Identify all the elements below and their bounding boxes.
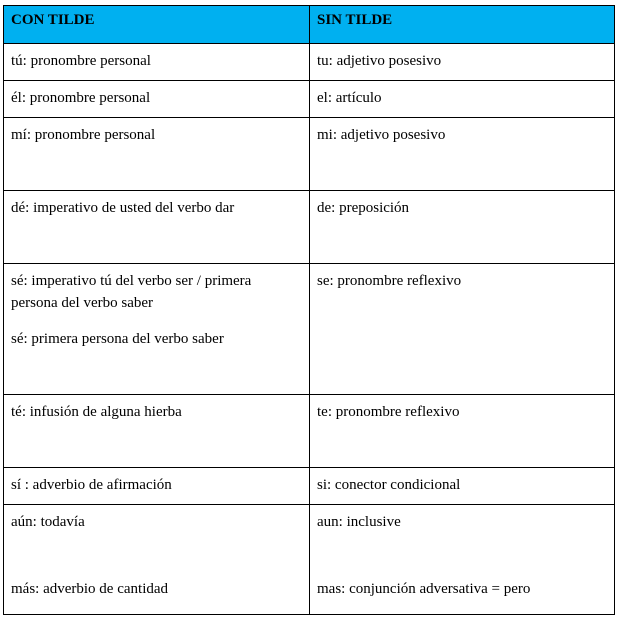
- cell-con-tilde: [4, 264, 310, 395]
- cell-line: más: adverbio de cantidad: [11, 581, 169, 597]
- table-row: [4, 264, 615, 395]
- cell-con-tilde: [4, 505, 310, 615]
- header-row: [4, 6, 615, 44]
- spacer: [11, 314, 302, 328]
- table-row: [4, 44, 615, 81]
- cell-line: aún: todavía: [11, 514, 85, 530]
- tilde-table: [3, 5, 615, 615]
- table-row: [4, 118, 615, 191]
- cell-con-tilde: dé: imperativo de usted del verbo dar: [4, 191, 310, 264]
- table-row: [4, 468, 615, 505]
- cell-sin-tilde: tu: adjetivo posesivo: [310, 44, 615, 81]
- cell-con-tilde: té: infusión de alguna hierba: [4, 395, 310, 468]
- cell-line: aun: inclusive: [317, 514, 401, 530]
- table-row: [4, 191, 615, 264]
- table-row: [4, 395, 615, 468]
- cell-sin-tilde: si: conector condicional: [310, 468, 615, 505]
- cell-line: sé: primera persona del verbo saber: [11, 331, 224, 347]
- cell-sin-tilde: mi: adjetivo posesivo: [310, 118, 615, 191]
- header-con-tilde: CON TILDE: [4, 6, 310, 44]
- cell-con-tilde: sí : adverbio de afirmación: [4, 468, 310, 505]
- cell-sin-tilde: se: pronombre reflexivo: [310, 264, 615, 395]
- cell-con-tilde: tú: pronombre personal: [4, 44, 310, 81]
- table-row: [4, 81, 615, 118]
- cell-sin-tilde: de: preposición: [310, 191, 615, 264]
- cell-sin-tilde: te: pronombre reflexivo: [310, 395, 615, 468]
- table-row: [4, 505, 615, 615]
- cell-con-tilde: él: pronombre personal: [4, 81, 310, 118]
- cell-line: mas: conjunción adversativa = pero: [317, 581, 531, 597]
- cell-sin-tilde: el: artículo: [310, 81, 615, 118]
- header-sin-tilde: SIN TILDE: [310, 6, 615, 44]
- cell-line: sé: imperativo tú del verbo ser / primera: [11, 273, 252, 289]
- cell-sin-tilde: [310, 505, 615, 615]
- cell-line: persona del verbo saber: [11, 295, 154, 311]
- cell-con-tilde: mí: pronombre personal: [4, 118, 310, 191]
